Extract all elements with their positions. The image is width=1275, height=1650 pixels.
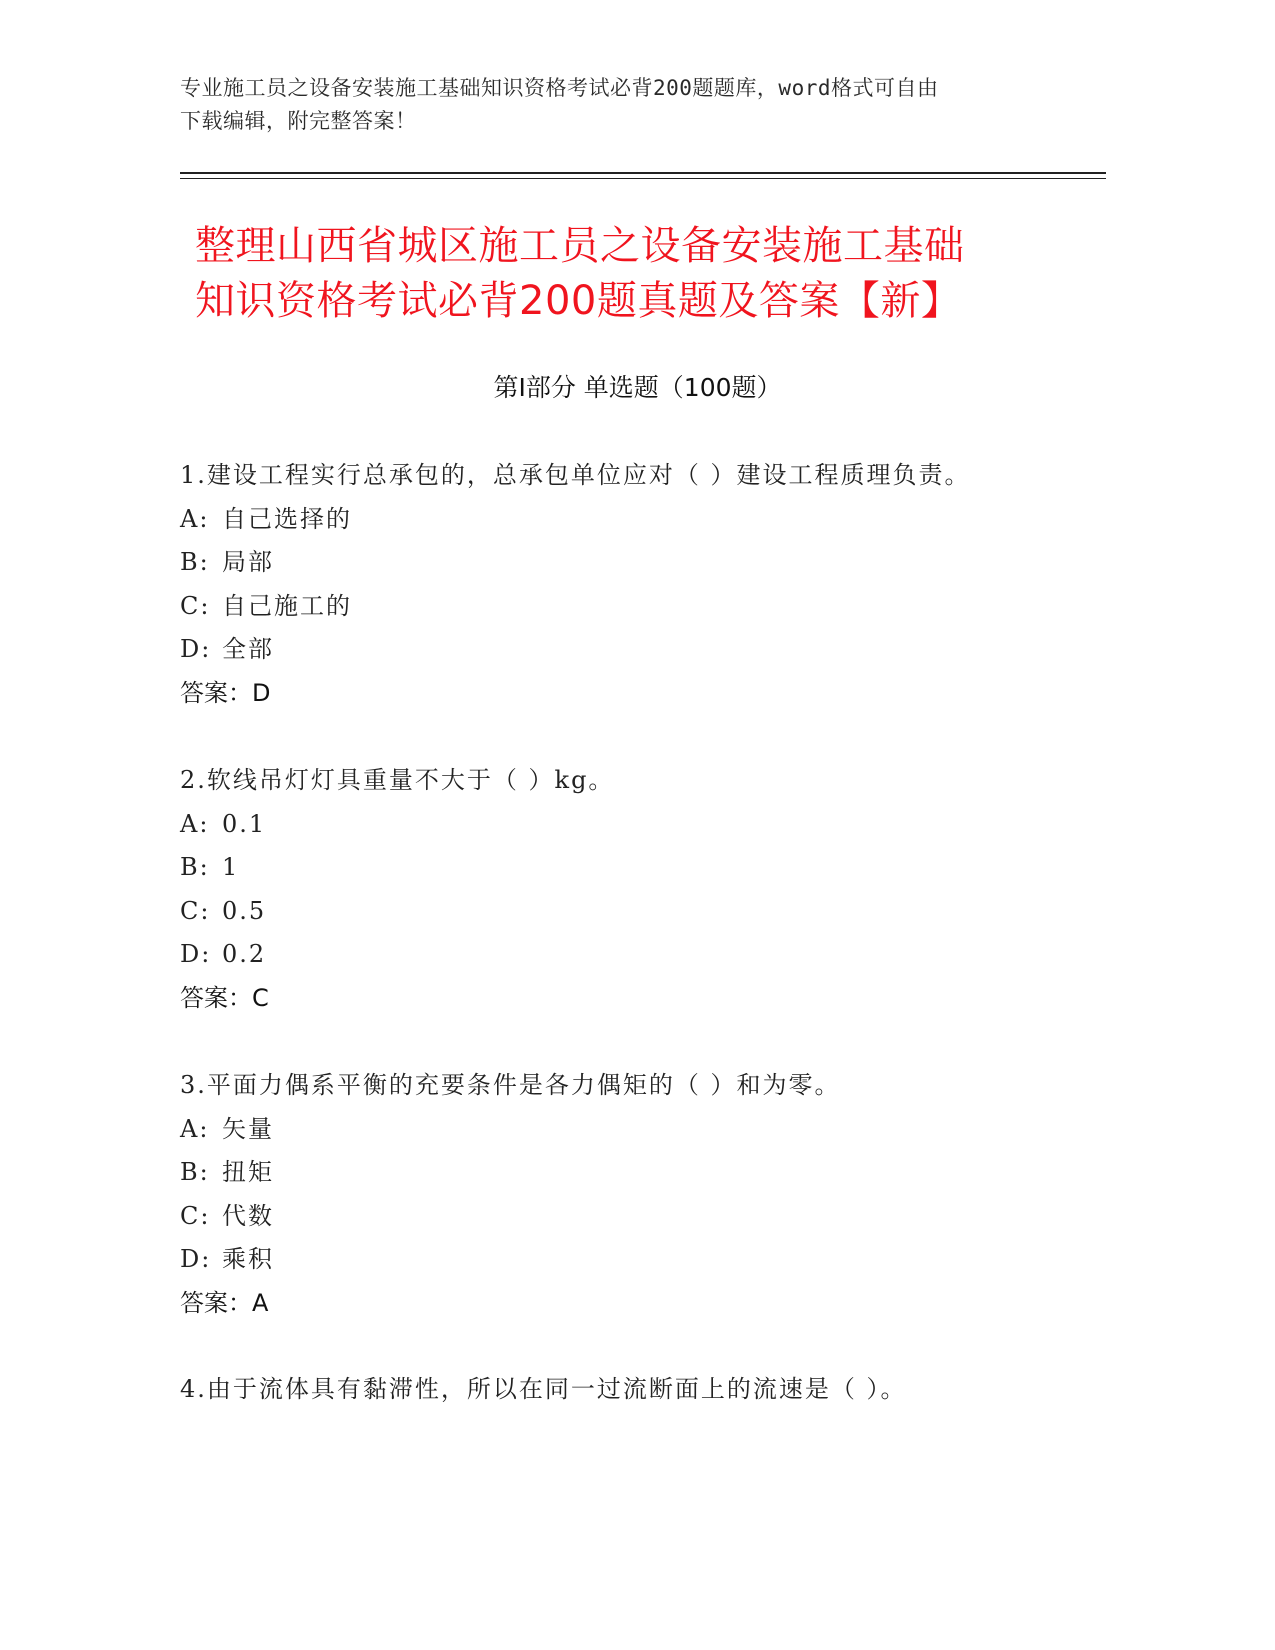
option-key: B:	[180, 1158, 210, 1187]
option-text: 代数	[222, 1201, 274, 1230]
document-title-line-1: 整理山西省城区施工员之设备安装施工基础	[195, 223, 965, 269]
option-key: A:	[180, 809, 210, 838]
option-text: 扭矩	[222, 1158, 274, 1187]
option-text: 自己施工的	[222, 591, 352, 620]
option-text: 自己选择的	[222, 504, 352, 533]
option-text: 0.2	[222, 940, 267, 969]
option-key: B:	[180, 548, 210, 577]
option-b	[180, 541, 1080, 585]
question-2	[180, 759, 1080, 1021]
option-text: 局部	[222, 548, 274, 577]
option-key: B:	[180, 853, 210, 882]
question-3	[180, 1064, 1080, 1326]
option-b	[180, 1151, 1080, 1195]
option-text: 矢量	[222, 1114, 274, 1143]
document-title	[195, 219, 1075, 329]
option-a	[180, 498, 1080, 542]
section-heading: 第Ⅰ部分 单选题（100题）	[493, 373, 782, 402]
question-1	[180, 454, 1080, 716]
option-d	[180, 933, 1080, 977]
answer-line: 答案：A	[180, 1288, 269, 1317]
option-d	[180, 628, 1080, 672]
option-key: C:	[180, 896, 211, 925]
option-text: 1	[222, 853, 240, 882]
option-c	[180, 585, 1080, 629]
header-note	[180, 72, 1060, 138]
header-note-line-2: 下载编辑，附完整答案！	[180, 109, 417, 133]
question-stem: 2.软线吊灯灯具重量不大于（ ）kg。	[180, 766, 615, 794]
option-d	[180, 1238, 1080, 1282]
answer-line: 答案：D	[180, 678, 271, 707]
header-note-line-1: 专业施工员之设备安装施工基础知识资格考试必背200题题库，word格式可自由	[180, 76, 939, 100]
option-c	[180, 1195, 1080, 1239]
option-key: C:	[180, 1201, 211, 1230]
option-key: A:	[180, 1114, 210, 1143]
option-key: D:	[180, 940, 212, 969]
header-divider-thin	[180, 178, 1106, 179]
question-stem: 3.平面力偶系平衡的充要条件是各力偶矩的（ ）和为零。	[180, 1071, 841, 1099]
option-text: 乘积	[222, 1245, 274, 1274]
option-b	[180, 846, 1080, 890]
option-a	[180, 803, 1080, 847]
document-title-line-2: 知识资格考试必背200题真题及答案【新】	[195, 278, 962, 324]
option-text: 全部	[222, 635, 274, 664]
answer-line: 答案：C	[180, 983, 269, 1012]
option-text: 0.5	[222, 896, 267, 925]
option-c	[180, 890, 1080, 934]
option-key: D:	[180, 1245, 212, 1274]
option-a	[180, 1108, 1080, 1152]
question-4	[180, 1368, 1080, 1412]
question-stem: 1.建设工程实行总承包的，总承包单位应对（ ）建设工程质理负责。	[180, 461, 971, 489]
option-key: C:	[180, 591, 211, 620]
option-key: D:	[180, 635, 212, 664]
option-key: A:	[180, 504, 210, 533]
option-text: 0.1	[222, 809, 267, 838]
question-stem: 4.由于流体具有黏滞性，所以在同一过流断面上的流速是（ ）。	[180, 1375, 907, 1403]
header-divider-thick	[180, 172, 1106, 174]
